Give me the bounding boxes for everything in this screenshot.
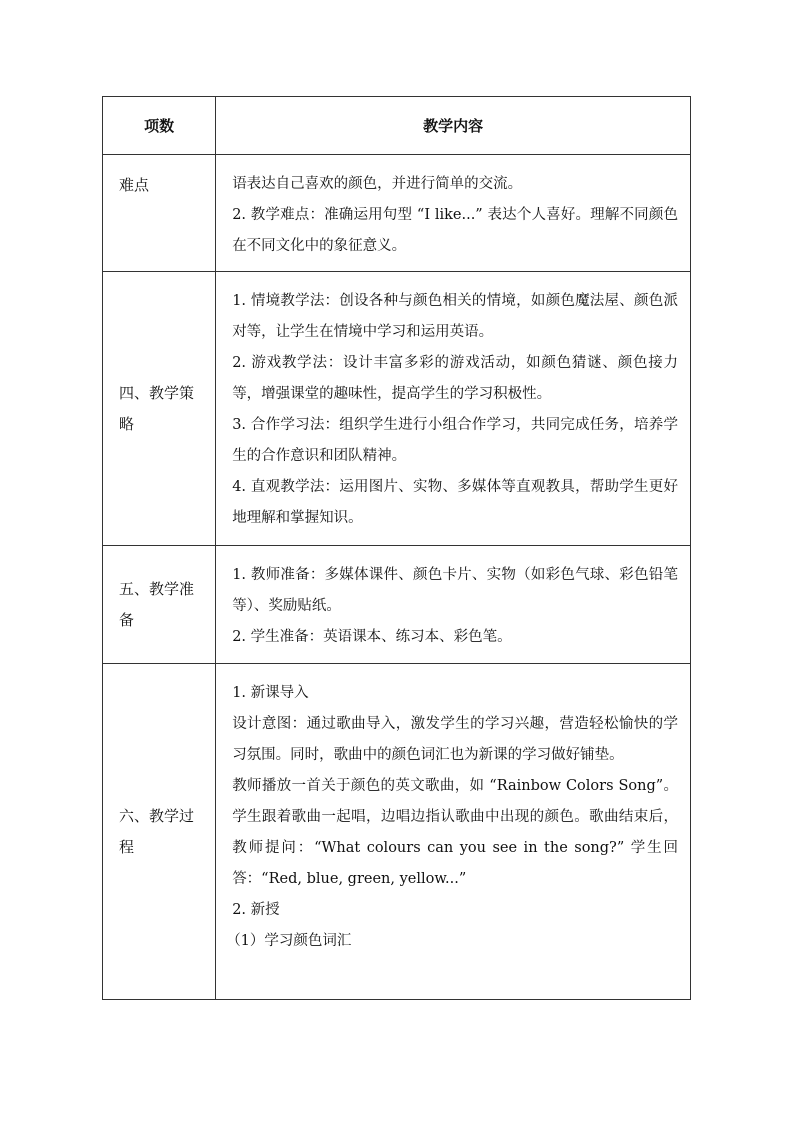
header-item: 项数 [103, 97, 216, 155]
row-content [216, 272, 691, 546]
lesson-plan-table [102, 96, 691, 1000]
table-row-difficulty [103, 155, 691, 272]
content-paragraph: （1）学习颜色词汇 [226, 933, 352, 949]
row-item-label: 难点 [103, 155, 216, 272]
content-paragraph: 2. 教学难点：准确运用句型 “I like...” 表达个人喜好。理解不同颜色在不同文化中的象征意义。 [232, 207, 678, 254]
content-paragraph: 2. 学生准备：英语课本、练习本、彩色笔。 [232, 629, 512, 645]
header-content: 教学内容 [216, 97, 691, 155]
table-row-strategy [103, 272, 691, 546]
content-paragraph: 2. 游戏教学法：设计丰富多彩的游戏活动，如颜色猜谜、颜色接力等，增强课堂的趣味性，提高学生的学习积极性。 [232, 355, 678, 402]
content-paragraph: 3. 合作学习法：组织学生进行小组合作学习，共同完成任务，培养学生的合作意识和团队精神。 [232, 417, 678, 464]
table-row-preparation [103, 546, 691, 664]
content-paragraph: 设计意图：通过歌曲导入，激发学生的学习兴趣，营造轻松愉快的学习氛围。同时，歌曲中的颜色词汇也为新课的学习做好铺垫。 [232, 716, 678, 763]
content-paragraph: 语表达自己喜欢的颜色，并进行简单的交流。 [232, 176, 523, 192]
content-paragraph: 教师播放一首关于颜色的英文歌曲，如 “Rainbow Colors Song”。学生跟着歌曲一起唱，边唱边指认歌曲中出现的颜色。歌曲结束后，教师提问：“What colours can you see in the song?” 学生回答：“Red, blue, green, yellow...” [232, 778, 678, 887]
row-item-label: 五、教学准备 [103, 546, 216, 664]
row-content [216, 664, 691, 1000]
row-content [216, 155, 691, 272]
row-item-label: 六、教学过程 [103, 664, 216, 1000]
content-paragraph: 1. 教师准备：多媒体课件、颜色卡片、实物（如彩色气球、彩色铅笔等）、奖励贴纸。 [232, 567, 678, 614]
content-paragraph: 4. 直观教学法：运用图片、实物、多媒体等直观教具，帮助学生更好地理解和掌握知识。 [232, 479, 678, 526]
content-paragraph: 2. 新授 [232, 902, 280, 918]
row-item-label: 四、教学策略 [103, 272, 216, 546]
row-content [216, 546, 691, 664]
table-row-process [103, 664, 691, 1000]
content-paragraph: 1. 情境教学法：创设各种与颜色相关的情境，如颜色魔法屋、颜色派对等，让学生在情境中学习和运用英语。 [232, 293, 678, 340]
table-header-row [103, 97, 691, 155]
content-paragraph: 1. 新课导入 [232, 685, 309, 701]
